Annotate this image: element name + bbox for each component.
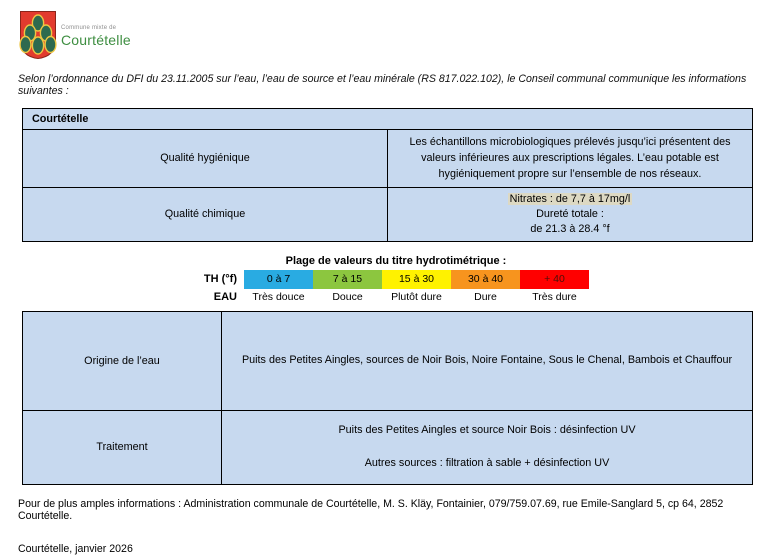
treatment-line2: Autres sources : filtration à sable + désinfection UV bbox=[364, 456, 610, 469]
scale-water-label-0: Très douce bbox=[252, 290, 305, 303]
hygiene-row bbox=[23, 130, 753, 188]
nitrates-value: Nitrates : de 7,7 à 17mg/l bbox=[509, 192, 631, 205]
water-quality-table bbox=[22, 108, 753, 242]
table-header-commune: Courtételle bbox=[23, 109, 753, 130]
scale-range-cell-1: 7 à 15 bbox=[313, 270, 382, 289]
quality-chemical-label: Qualité chimique bbox=[23, 187, 388, 241]
intro-text: Selon l’ordonnance du DFI du 23.11.2005 sur l’eau, l’eau de source et l’eau minérale (RS 817.022.102), le Conseil communal communique les informations suivantes : bbox=[18, 73, 747, 97]
origin-row bbox=[23, 311, 753, 410]
treatment-label: Traitement bbox=[23, 410, 222, 484]
table-header-row bbox=[23, 109, 753, 130]
hardness-title: Dureté totale : bbox=[536, 207, 604, 220]
origin-treatment-table bbox=[22, 311, 753, 485]
th-scale-row-label: TH (°f) bbox=[203, 272, 237, 285]
treatment-row bbox=[23, 410, 753, 484]
nitrates-line bbox=[400, 192, 740, 207]
scale-water-label-3: Dure bbox=[474, 290, 497, 303]
origin-text: Puits des Petites Aingles, sources de Noir Bois, Noire Fontaine, Sous le Chenal, Bambois et Chauffour bbox=[222, 311, 753, 410]
quality-hygiene-text: Les échantillons microbiologiques prélevés jusqu’ici présentent des valeurs inférieures aux prescriptions légales. L’eau potable est hygiéniquement propre sur l’ensemble de nos réseaux. bbox=[388, 130, 753, 188]
commune-name: Courtételle bbox=[61, 31, 131, 48]
hardness-scale-title: Plage de valeurs du titre hydrotimétrique : bbox=[285, 254, 507, 267]
treatment-line1: Puits des Petites Aingles et source Noir Bois : désinfection UV bbox=[338, 424, 636, 437]
footer-date-text: Courtételle, janvier 2026 bbox=[18, 542, 133, 555]
hardness-scale bbox=[148, 270, 770, 305]
quality-chemical-cell bbox=[388, 187, 753, 241]
quality-hygiene-label: Qualité hygiénique bbox=[23, 130, 388, 188]
scale-water-label-2: Plutôt dure bbox=[391, 290, 442, 303]
scale-range-cell-3: 30 à 40 bbox=[451, 270, 520, 289]
logo-text bbox=[61, 25, 131, 48]
header bbox=[18, 10, 770, 64]
page bbox=[0, 10, 770, 555]
scale-range-cell-4: + 40 bbox=[520, 270, 589, 289]
scale-water-label-4: Très dure bbox=[532, 290, 577, 303]
coat-of-arms-icon bbox=[18, 10, 58, 60]
water-scale-row-label: EAU bbox=[213, 290, 237, 303]
scale-range-cell-0: 0 à 7 bbox=[244, 270, 313, 289]
commune-type-label: Commune mixte de bbox=[61, 25, 117, 31]
treatment-cell bbox=[222, 410, 753, 484]
scale-water-label-1: Douce bbox=[332, 290, 363, 303]
origin-label: Origine de l’eau bbox=[23, 311, 222, 410]
chemical-row bbox=[23, 187, 753, 241]
hardness-value: de 21.3 à 28.4 °f bbox=[530, 222, 610, 235]
scale-range-cell-2: 15 à 30 bbox=[382, 270, 451, 289]
footer-info-text: Pour de plus amples informations : Administration communale de Courtételle, M. S. Kläy, Fontainier, 079/759.07.69, rue Emile-Sanglard 5, cp 64, 2852 Courtételle. bbox=[18, 497, 724, 522]
